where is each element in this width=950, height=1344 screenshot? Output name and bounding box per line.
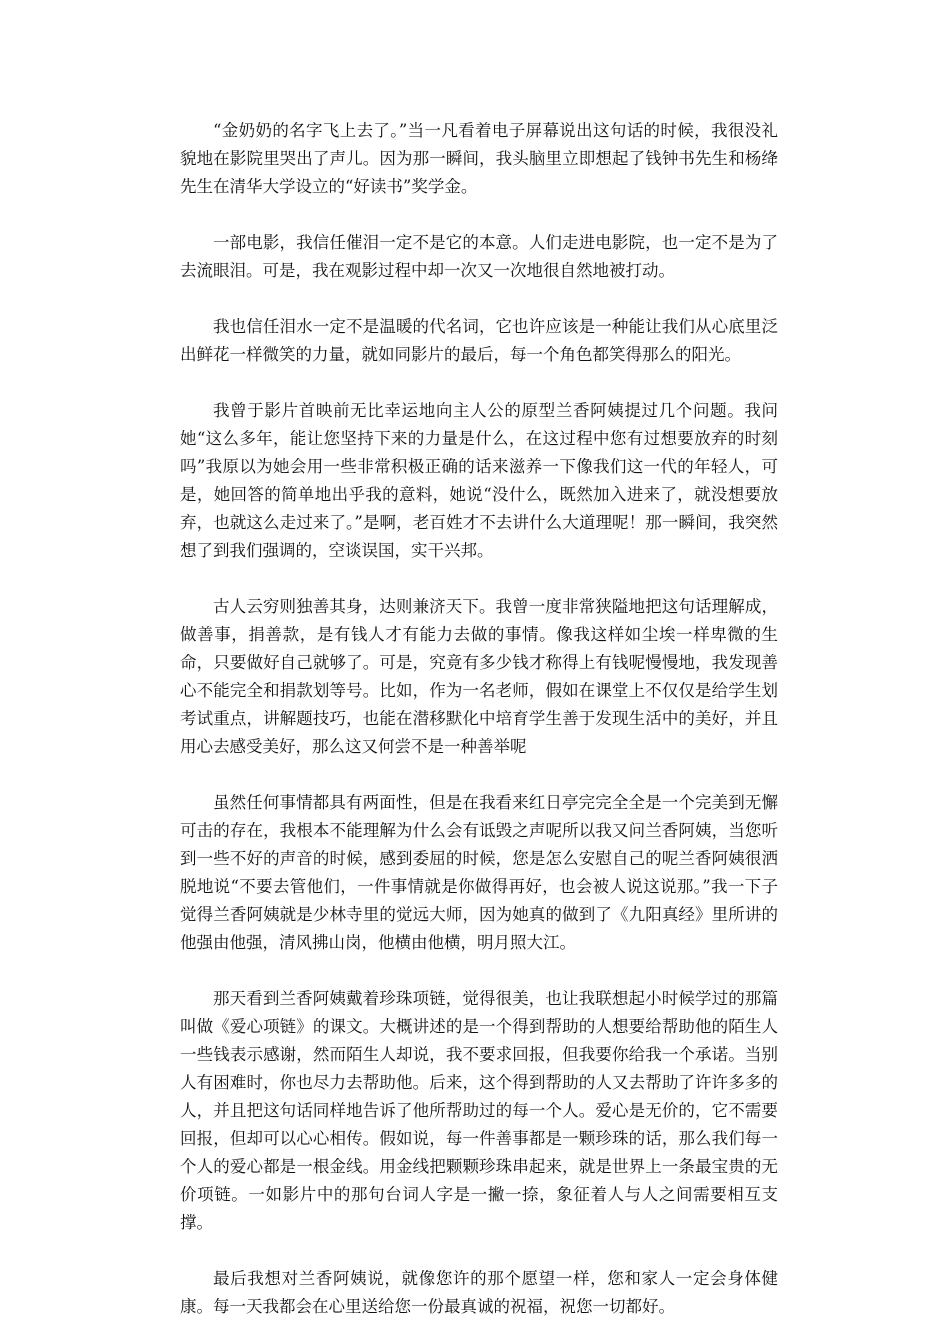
paragraph-1: “金奶奶的名字飞上去了。”当一凡看着电子屏幕说出这句话的时候，我很没礼貌地在影院里哭出了声儿。因为那一瞬间，我头脑里立即想起了钱钟书先生和杨绛先生在清华大学设立的“好读书”奖学金。 (180, 121, 778, 196)
paragraph-7: 那天看到兰香阿姨戴着珍珠项链，觉得很美，也让我联想起小时候学过的那篇叫做《爱心项链》的课文。大概讲述的是一个得到帮助的人想要给帮助他的陌生人一些钱表示感谢，然而陌生人却说，我不要求回报，但我要你给我一个承诺。当别人有困难时，你也尽力去帮助他。后来，这个得到帮助的人又去帮助了许许多多的人，并且把这句话同样地告诉了他所帮助过的每一个人。爱心是无价的，它不需要回报，但却可以心心相传。假如说，每一件善事都是一颗珍珠的话，那么我们每一个人的爱心都是一根金线。用金线把颗颗珍珠串起来，就是世界上一条最宝贵的无价项链。一如影片中的那句台词人字是一撇一捺，象征着人与人之间需要相互支撑。 (180, 989, 778, 1232)
paragraph-6: 虽然任何事情都具有两面性，但是在我看来红日亭完完全全是一个完美到无懈可击的存在，我根本不能理解为什么会有诋毁之声呢所以我又问兰香阿姨，当您听到一些不好的声音的时候，感到委屈的时候，您是怎么安慰自己的呢兰香阿姨很洒脱地说“不要去管他们，一件事情就是你做得再好，也会被人说这说那。”我一下子觉得兰香阿姨就是少林寺里的觉远大师，因为她真的做到了《九阳真经》里所讲的他强由他强，清风拂山岗，他横由他横，明月照大江。 (180, 793, 778, 952)
paragraph-2: 一部电影，我信任催泪一定不是它的本意。人们走进电影院，也一定不是为了去流眼泪。可是，我在观影过程中却一次又一次地很自然地被打动。 (180, 233, 778, 280)
paragraph-3: 我也信任泪水一定不是温暖的代名词，它也许应该是一种能让我们从心底里泛出鲜花一样微笑的力量，就如同影片的最后，每一个角色都笑得那么的阳光。 (180, 317, 778, 364)
paragraph-8: 最后我想对兰香阿姨说，就像您许的那个愿望一样，您和家人一定会身体健康。每一天我都会在心里送给您一份最真诚的祝福，祝您一切都好。 (180, 1269, 778, 1316)
paragraph-4: 我曾于影片首映前无比幸运地向主人公的原型兰香阿姨提过几个问题。我问她“这么多年，能让您坚持下来的力量是什么，在这过程中您有过想要放弃的时刻吗”我原以为她会用一些非常积极正确的话来滋养一下像我们这一代的年轻人，可是，她回答的简单地出乎我的意料，她说“没什么，既然加入进来了，就没想要放弃，也就这么走过来了。”是啊，老百姓才不去讲什么大道理呢！那一瞬间，我突然想了到我们强调的，空谈误国，实干兴邦。 (180, 401, 778, 560)
paragraph-5: 古人云穷则独善其身，达则兼济天下。我曾一度非常狭隘地把这句话理解成，做善事，捐善款，是有钱人才有能力去做的事情。像我这样如尘埃一样卑微的生命，只要做好自己就够了。可是，究竟有多少钱才称得上有钱呢慢慢地，我发现善心不能完全和捐款划等号。比如，作为一名老师，假如在课堂上不仅仅是给学生划考试重点，讲解题技巧，也能在潜移默化中培育学生善于发现生活中的美好，并且用心去感受美好，那么这又何尝不是一种善举呢 (180, 597, 778, 756)
document-body (180, 117, 778, 1321)
